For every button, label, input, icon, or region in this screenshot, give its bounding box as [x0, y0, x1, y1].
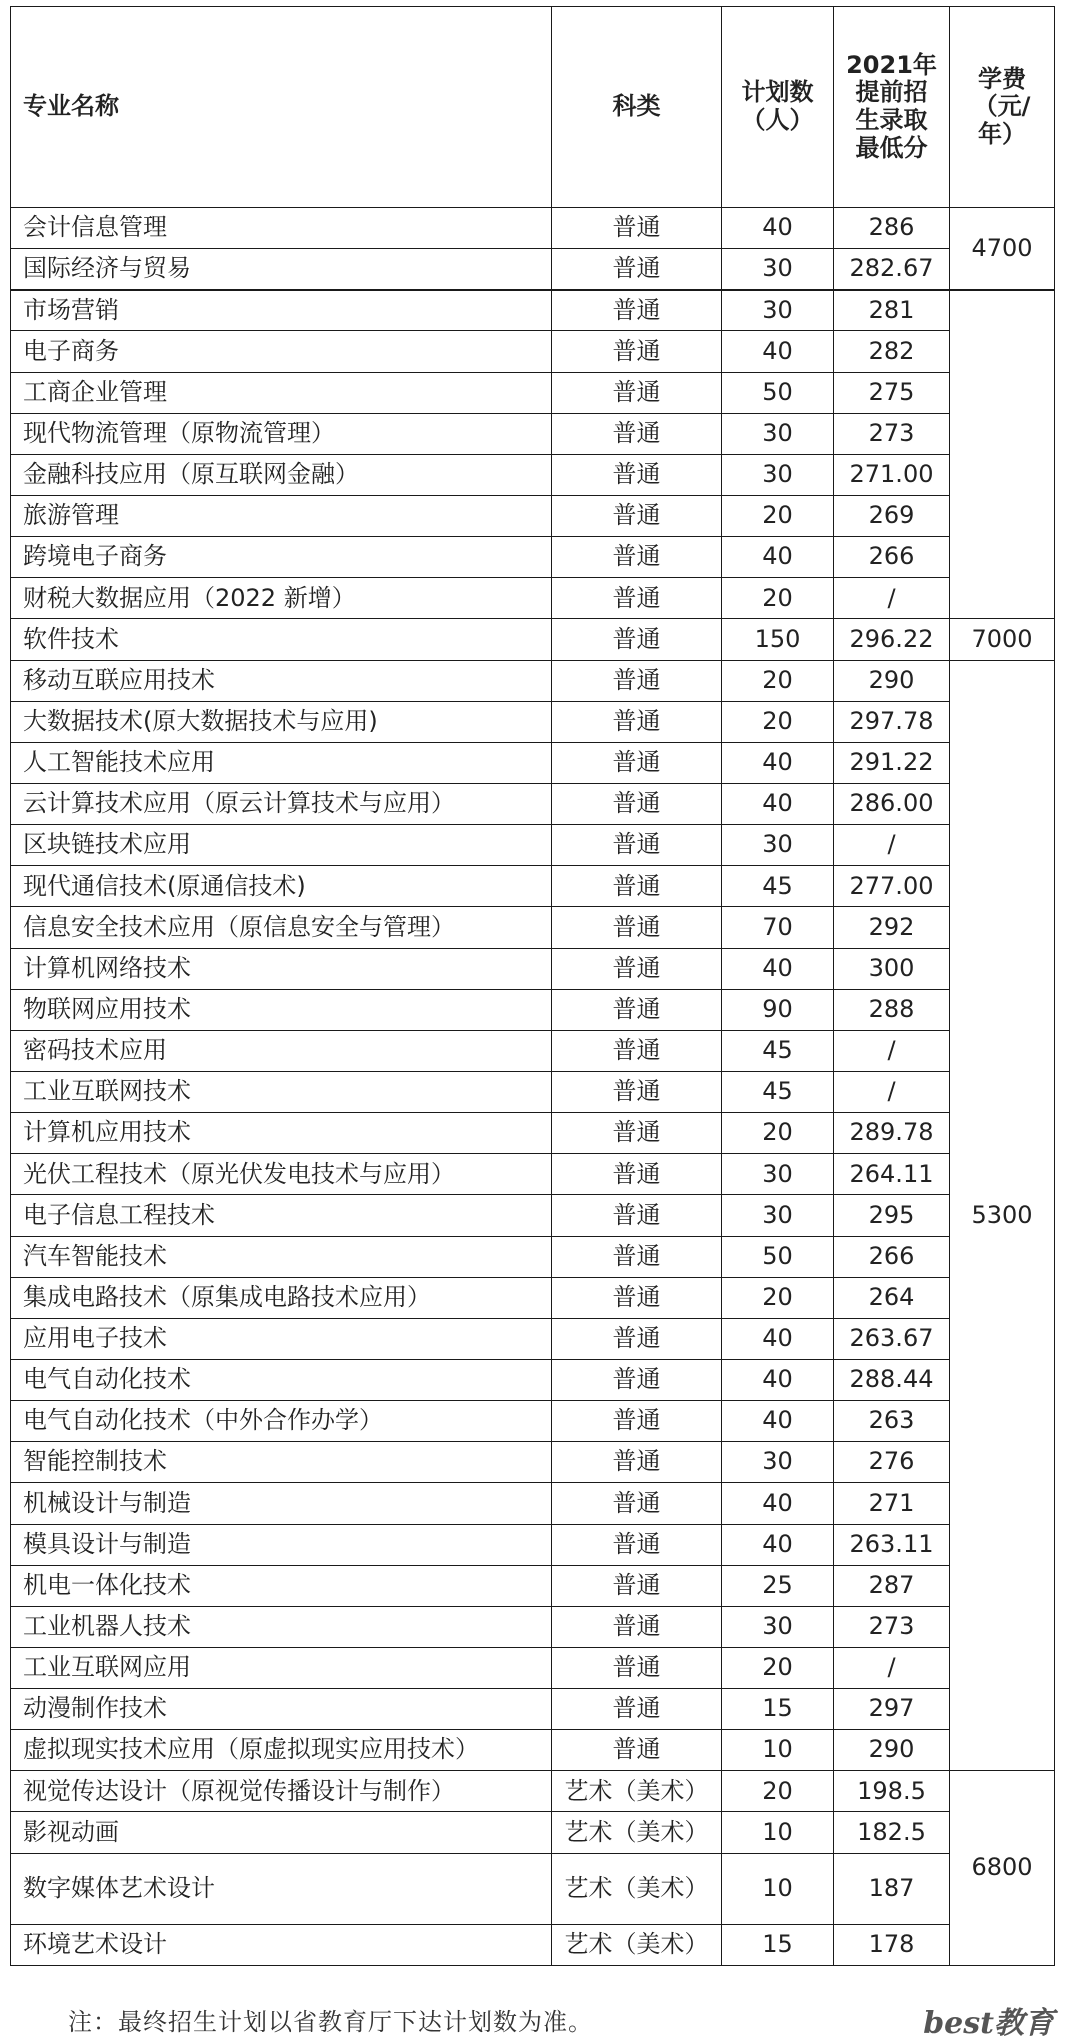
table-row [11, 1318, 1055, 1359]
major-name-cell: 工业互联网应用 [11, 1647, 552, 1688]
min-score-cell: 281 [834, 290, 950, 331]
major-name-cell: 物联网应用技术 [11, 989, 552, 1030]
major-name-cell: 虚拟现实技术应用（原虚拟现实应用技术） [11, 1730, 552, 1771]
plan-count-cell: 15 [722, 1924, 834, 1965]
min-score-cell: 282 [834, 331, 950, 372]
major-name-cell: 视觉传达设计（原视觉传播设计与制作） [11, 1771, 552, 1812]
min-score-cell: 263 [834, 1401, 950, 1442]
min-score-cell: 287 [834, 1565, 950, 1606]
category-cell: 普通 [552, 1565, 722, 1606]
header-major-name: 专业名称 [11, 7, 552, 208]
table-row [11, 1401, 1055, 1442]
table-row [11, 454, 1055, 495]
table-body [11, 208, 1055, 1966]
category-cell: 普通 [552, 948, 722, 989]
category-cell: 普通 [552, 1359, 722, 1400]
table-row [11, 495, 1055, 536]
table-row [11, 331, 1055, 372]
plan-count-cell: 45 [722, 1030, 834, 1071]
category-cell: 普通 [552, 1071, 722, 1112]
category-cell: 普通 [552, 249, 722, 290]
table-row [11, 989, 1055, 1030]
category-cell: 普通 [552, 907, 722, 948]
table-row [11, 1771, 1055, 1812]
table-row [11, 1277, 1055, 1318]
major-name-cell: 密码技术应用 [11, 1030, 552, 1071]
header-plan-count [722, 7, 834, 208]
major-name-cell: 计算机网络技术 [11, 948, 552, 989]
major-name-cell: 金融科技应用（原互联网金融） [11, 454, 552, 495]
table-row [11, 825, 1055, 866]
tuition-cell [950, 290, 1055, 619]
table-row [11, 249, 1055, 290]
major-name-cell: 电气自动化技术（中外合作办学） [11, 1401, 552, 1442]
table-row [11, 1071, 1055, 1112]
table-row [11, 1483, 1055, 1524]
table-row [11, 208, 1055, 249]
table-row [11, 537, 1055, 578]
category-cell: 普通 [552, 742, 722, 783]
plan-count-cell: 40 [722, 742, 834, 783]
plan-count-cell: 50 [722, 372, 834, 413]
min-score-cell: 297 [834, 1689, 950, 1730]
major-name-cell: 市场营销 [11, 290, 552, 331]
major-name-cell: 现代物流管理（原物流管理） [11, 413, 552, 454]
major-name-cell: 计算机应用技术 [11, 1113, 552, 1154]
plan-count-cell: 40 [722, 1359, 834, 1400]
plan-count-cell: 25 [722, 1565, 834, 1606]
header-row [11, 7, 1055, 208]
plan-count-cell: 70 [722, 907, 834, 948]
major-name-cell: 大数据技术(原大数据技术与应用) [11, 701, 552, 742]
min-score-cell: 297.78 [834, 701, 950, 742]
plan-count-cell: 30 [722, 249, 834, 290]
plan-count-cell: 30 [722, 1154, 834, 1195]
min-score-cell: / [834, 825, 950, 866]
min-score-cell: 271.00 [834, 454, 950, 495]
plan-count-cell: 30 [722, 413, 834, 454]
category-cell: 普通 [552, 989, 722, 1030]
header-plan-count-text: 计划数（人） [741, 78, 814, 134]
category-cell: 普通 [552, 372, 722, 413]
category-cell: 普通 [552, 1277, 722, 1318]
min-score-cell: 264.11 [834, 1154, 950, 1195]
major-name-cell: 云计算技术应用（原云计算技术与应用） [11, 783, 552, 824]
table-row [11, 1154, 1055, 1195]
table-row [11, 1565, 1055, 1606]
plan-count-cell: 40 [722, 537, 834, 578]
min-score-cell: 282.67 [834, 249, 950, 290]
major-name-cell: 机电一体化技术 [11, 1565, 552, 1606]
tuition-cell: 5300 [950, 660, 1055, 1771]
min-score-cell: 290 [834, 1730, 950, 1771]
min-score-cell: 263.11 [834, 1524, 950, 1565]
plan-count-cell: 30 [722, 1442, 834, 1483]
watermark-logo: best教育 [923, 2006, 1054, 2041]
table-row [11, 1113, 1055, 1154]
plan-count-cell: 10 [722, 1853, 834, 1924]
plan-count-cell: 45 [722, 866, 834, 907]
plan-count-cell: 20 [722, 1113, 834, 1154]
category-cell: 普通 [552, 208, 722, 249]
table-row [11, 660, 1055, 701]
plan-count-cell: 40 [722, 1524, 834, 1565]
category-cell: 普通 [552, 1442, 722, 1483]
category-cell: 普通 [552, 1401, 722, 1442]
category-cell: 艺术（美术） [552, 1771, 722, 1812]
table-row [11, 1359, 1055, 1400]
min-score-cell: 264 [834, 1277, 950, 1318]
major-name-cell: 影视动画 [11, 1812, 552, 1853]
table-row [11, 783, 1055, 824]
category-cell: 普通 [552, 537, 722, 578]
major-name-cell: 机械设计与制造 [11, 1483, 552, 1524]
plan-count-cell: 40 [722, 208, 834, 249]
table-row [11, 1606, 1055, 1647]
min-score-cell: 271 [834, 1483, 950, 1524]
major-name-cell: 电气自动化技术 [11, 1359, 552, 1400]
major-name-cell: 动漫制作技术 [11, 1689, 552, 1730]
min-score-cell: 198.5 [834, 1771, 950, 1812]
category-cell: 普通 [552, 1524, 722, 1565]
min-score-cell: 178 [834, 1924, 950, 1965]
header-min-score [834, 7, 950, 208]
plan-count-cell: 20 [722, 660, 834, 701]
plan-count-cell: 20 [722, 578, 834, 619]
category-cell: 普通 [552, 495, 722, 536]
plan-count-cell: 150 [722, 619, 834, 660]
category-cell: 普通 [552, 701, 722, 742]
table-row [11, 701, 1055, 742]
category-cell: 普通 [552, 1647, 722, 1688]
category-cell: 艺术（美术） [552, 1853, 722, 1924]
category-cell: 艺术（美术） [552, 1924, 722, 1965]
tuition-cell: 6800 [950, 1771, 1055, 1965]
min-score-cell: 288 [834, 989, 950, 1030]
min-score-cell: 277.00 [834, 866, 950, 907]
major-name-cell: 区块链技术应用 [11, 825, 552, 866]
major-name-cell: 数字媒体艺术设计 [11, 1853, 552, 1924]
header-tuition [950, 7, 1055, 208]
major-name-cell: 电子信息工程技术 [11, 1195, 552, 1236]
major-name-cell: 人工智能技术应用 [11, 742, 552, 783]
major-name-cell: 现代通信技术(原通信技术) [11, 866, 552, 907]
category-cell: 艺术（美术） [552, 1812, 722, 1853]
min-score-cell: 266 [834, 537, 950, 578]
plan-count-cell: 40 [722, 1483, 834, 1524]
major-name-cell: 软件技术 [11, 619, 552, 660]
table-row [11, 578, 1055, 619]
plan-count-cell: 20 [722, 1771, 834, 1812]
plan-count-cell: 20 [722, 495, 834, 536]
major-name-cell: 信息安全技术应用（原信息安全与管理） [11, 907, 552, 948]
category-cell: 普通 [552, 866, 722, 907]
table-row [11, 907, 1055, 948]
header-category: 科类 [552, 7, 722, 208]
min-score-cell: 286.00 [834, 783, 950, 824]
min-score-cell: 275 [834, 372, 950, 413]
table-row [11, 1853, 1055, 1924]
min-score-cell: 263.67 [834, 1318, 950, 1359]
table-row [11, 1195, 1055, 1236]
major-name-cell: 应用电子技术 [11, 1318, 552, 1359]
category-cell: 普通 [552, 783, 722, 824]
plan-count-cell: 40 [722, 948, 834, 989]
category-cell: 普通 [552, 454, 722, 495]
category-cell: 普通 [552, 578, 722, 619]
category-cell: 普通 [552, 1154, 722, 1195]
min-score-cell: 182.5 [834, 1812, 950, 1853]
table-row [11, 1812, 1055, 1853]
min-score-cell: / [834, 1071, 950, 1112]
plan-count-cell: 30 [722, 290, 834, 331]
min-score-cell: / [834, 578, 950, 619]
min-score-cell: / [834, 1647, 950, 1688]
table-row [11, 1236, 1055, 1277]
category-cell: 普通 [552, 1030, 722, 1071]
major-name-cell: 电子商务 [11, 331, 552, 372]
plan-count-cell: 20 [722, 1277, 834, 1318]
major-name-cell: 光伏工程技术（原光伏发电技术与应用） [11, 1154, 552, 1195]
major-name-cell: 国际经济与贸易 [11, 249, 552, 290]
major-name-cell: 模具设计与制造 [11, 1524, 552, 1565]
category-cell: 普通 [552, 660, 722, 701]
plan-count-cell: 20 [722, 701, 834, 742]
min-score-cell: 273 [834, 1606, 950, 1647]
min-score-cell: 286 [834, 208, 950, 249]
major-name-cell: 集成电路技术（原集成电路技术应用） [11, 1277, 552, 1318]
tuition-cell: 7000 [950, 619, 1055, 660]
major-name-cell: 跨境电子商务 [11, 537, 552, 578]
min-score-cell: 292 [834, 907, 950, 948]
min-score-cell: / [834, 1030, 950, 1071]
min-score-cell: 266 [834, 1236, 950, 1277]
min-score-cell: 276 [834, 1442, 950, 1483]
plan-count-cell: 45 [722, 1071, 834, 1112]
header-min-score-text: 2021年提前招生录取最低分 [846, 50, 937, 162]
table-row [11, 1442, 1055, 1483]
plan-count-cell: 30 [722, 1195, 834, 1236]
major-name-cell: 工业互联网技术 [11, 1071, 552, 1112]
plan-count-cell: 10 [722, 1812, 834, 1853]
category-cell: 普通 [552, 1113, 722, 1154]
category-cell: 普通 [552, 1318, 722, 1359]
min-score-cell: 273 [834, 413, 950, 454]
plan-count-cell: 40 [722, 331, 834, 372]
major-name-cell: 旅游管理 [11, 495, 552, 536]
category-cell: 普通 [552, 1195, 722, 1236]
plan-count-cell: 30 [722, 1606, 834, 1647]
category-cell: 普通 [552, 413, 722, 454]
min-score-cell: 296.22 [834, 619, 950, 660]
plan-count-cell: 40 [722, 1401, 834, 1442]
plan-count-cell: 40 [722, 1318, 834, 1359]
header-tuition-text: 学费（元/年） [973, 64, 1031, 148]
category-cell: 普通 [552, 331, 722, 372]
min-score-cell: 290 [834, 660, 950, 701]
plan-count-cell: 50 [722, 1236, 834, 1277]
category-cell: 普通 [552, 1236, 722, 1277]
table-row [11, 1689, 1055, 1730]
major-name-cell: 汽车智能技术 [11, 1236, 552, 1277]
table-row [11, 619, 1055, 660]
min-score-cell: 288.44 [834, 1359, 950, 1400]
plan-count-cell: 15 [722, 1689, 834, 1730]
table-row [11, 1647, 1055, 1688]
min-score-cell: 295 [834, 1195, 950, 1236]
min-score-cell: 187 [834, 1853, 950, 1924]
major-name-cell: 工业机器人技术 [11, 1606, 552, 1647]
category-cell: 普通 [552, 825, 722, 866]
category-cell: 普通 [552, 619, 722, 660]
table-row [11, 1924, 1055, 1965]
table-row [11, 413, 1055, 454]
category-cell: 普通 [552, 1606, 722, 1647]
table-row [11, 866, 1055, 907]
category-cell: 普通 [552, 1689, 722, 1730]
major-name-cell: 环境艺术设计 [11, 1924, 552, 1965]
major-name-cell: 会计信息管理 [11, 208, 552, 249]
table-row [11, 372, 1055, 413]
min-score-cell: 289.78 [834, 1113, 950, 1154]
category-cell: 普通 [552, 1483, 722, 1524]
plan-count-cell: 20 [722, 1647, 834, 1688]
plan-count-cell: 90 [722, 989, 834, 1030]
min-score-cell: 291.22 [834, 742, 950, 783]
plan-count-cell: 30 [722, 825, 834, 866]
table-row [11, 1524, 1055, 1565]
table-row [11, 290, 1055, 331]
footer-note: 注：最终招生计划以省教育厅下达计划数为准。 [68, 2008, 593, 2036]
table-row [11, 948, 1055, 989]
admission-table-wrapper [10, 6, 1054, 1966]
table-row [11, 1730, 1055, 1771]
major-name-cell: 移动互联应用技术 [11, 660, 552, 701]
category-cell: 普通 [552, 290, 722, 331]
min-score-cell: 300 [834, 948, 950, 989]
plan-count-cell: 10 [722, 1730, 834, 1771]
major-name-cell: 智能控制技术 [11, 1442, 552, 1483]
plan-count-cell: 30 [722, 454, 834, 495]
major-name-cell: 财税大数据应用（2022 新增） [11, 578, 552, 619]
min-score-cell: 269 [834, 495, 950, 536]
table-row [11, 1030, 1055, 1071]
admission-plan-table [10, 6, 1055, 1966]
plan-count-cell: 40 [722, 783, 834, 824]
table-row [11, 742, 1055, 783]
major-name-cell: 工商企业管理 [11, 372, 552, 413]
category-cell: 普通 [552, 1730, 722, 1771]
tuition-cell: 4700 [950, 208, 1055, 290]
